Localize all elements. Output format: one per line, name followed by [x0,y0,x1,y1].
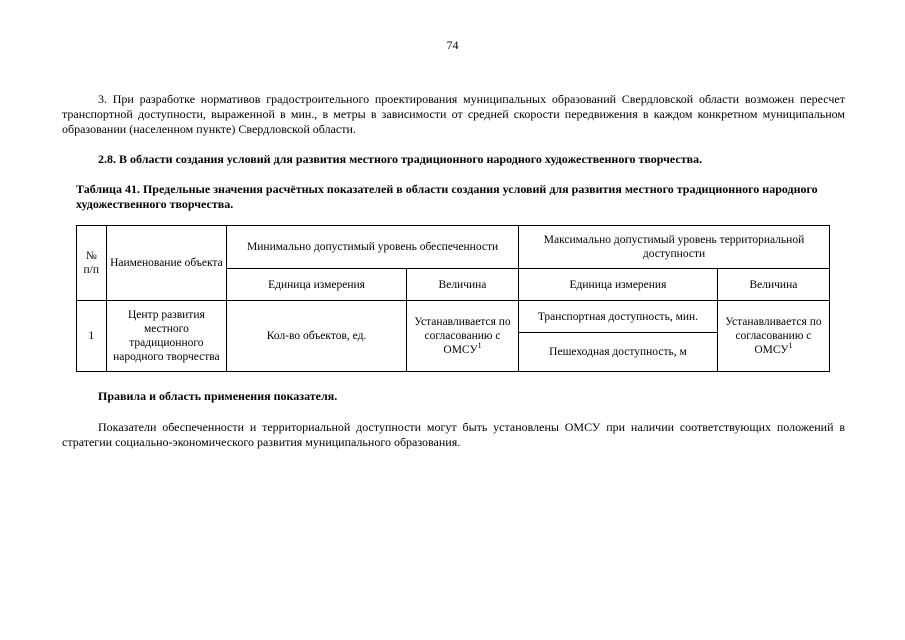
footnote-mark: 1 [477,341,482,351]
header-unit-2: Единица измерения [519,269,718,301]
header-value-2: Величина [717,269,829,301]
row-value-2-text: Устанавливается по согласованию с ОМСУ [725,316,822,356]
paragraph-recalculation-note: 3. При разработке нормативов градостроительного проектирования муниципальных образований Свердловской области возможен пересчет транспортной доступности, выраженной в мин., в метры в зависимости от средней скорости передвижения в каждом конкретном муниципальном образовании (населенном пункте) Свердловской области. [62,92,845,136]
row-object-name: Центр развития местного традиционного народного творчества [106,301,227,372]
row-unit-1: Кол-во объектов, ед. [227,301,407,372]
row-number: 1 [77,301,107,372]
norms-table [76,225,830,372]
footnote-mark: 1 [788,341,793,351]
header-unit-1: Единица измерения [227,269,407,301]
row-unit-2-transport: Транспортная доступность, мин. [519,301,718,333]
rules-heading: Правила и область применения показателя. [98,389,338,403]
row-unit-2-walking: Пешеходная доступность, м [519,333,718,372]
row-value-1-text: Устанавливается по согласованию с ОМСУ [414,316,511,356]
header-max-accessibility: Максимально допустимый уровень территориальной доступности [519,226,830,269]
paragraph-rules: Показатели обеспеченности и территориальной доступности могут быть установлены ОМСУ при наличии соответствующих положений в стратегии социально-экономического развития муниципального образования. [62,420,845,449]
section-heading: 2.8. В области создания условий для развития местного традиционного народного художественного творчества. [98,152,703,166]
header-value-1: Величина [406,269,518,301]
table-row [77,301,830,333]
header-number: № п/п [77,226,107,301]
row-value-2 [717,301,829,372]
page-number: 74 [446,38,459,52]
header-min-provision: Минимально допустимый уровень обеспеченности [227,226,519,269]
row-value-1 [406,301,518,372]
table-header-row [77,226,830,269]
table-caption: Таблица 41. Предельные значения расчётных показателей в области создания условий для развития местного традиционного народного художественного творчества. [76,182,818,211]
header-object-name: Наименование объекта [106,226,227,301]
